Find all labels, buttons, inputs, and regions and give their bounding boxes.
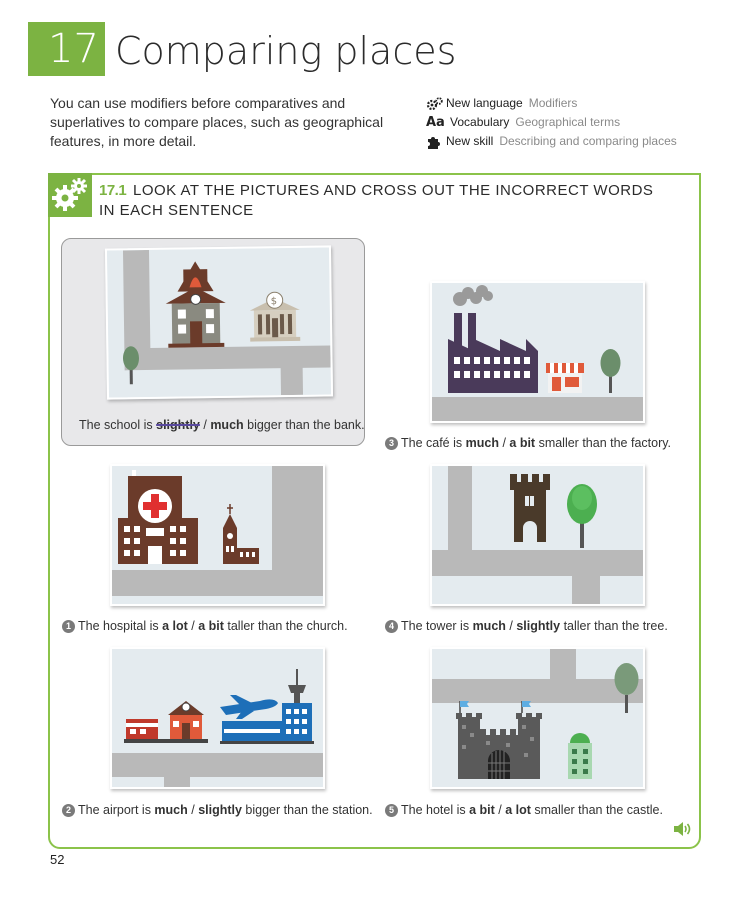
exercise-title: LOOK AT THE PICTURES AND CROSS OUT THE INCORRECT WORDS — [133, 182, 654, 199]
sentence-separator: / — [199, 418, 211, 432]
option-a[interactable]: much — [472, 619, 506, 633]
sentence-text: The café is — [401, 436, 466, 450]
answer-option: much — [210, 418, 244, 432]
sentence-separator: / — [494, 803, 506, 817]
page-number: 52 — [50, 852, 65, 867]
item-number-badge: 4 — [385, 620, 398, 633]
item-number-badge: 5 — [385, 804, 398, 817]
unit-number: 17 — [28, 22, 105, 76]
sentence-text: bigger than the station. — [241, 803, 373, 817]
page-title: Comparing places — [115, 29, 457, 73]
crossed-out-option: slightly — [156, 418, 200, 432]
option-b[interactable]: a lot — [505, 803, 531, 817]
option-b[interactable]: a bit — [198, 619, 224, 633]
sentence-text: The tower is — [401, 619, 473, 633]
meta-value: Modifiers — [528, 96, 578, 110]
sentence-5 — [385, 802, 663, 818]
sentence-text: taller than the tree. — [560, 619, 668, 633]
sentence-2 — [62, 802, 373, 818]
item-number-badge: 1 — [62, 620, 75, 633]
picture-factory-cafe — [430, 281, 645, 423]
sentence-separator: / — [187, 803, 199, 817]
meta-value: Geographical terms — [515, 115, 621, 129]
sentence-text: smaller than the factory. — [535, 436, 672, 450]
exercise-title-line2: IN EACH SENTENCE — [99, 202, 254, 219]
sentence-text: The hotel is — [401, 803, 470, 817]
sentence-text: The airport is — [78, 803, 155, 817]
meta-label: New language — [446, 96, 523, 110]
sentence-text: bigger than the bank. — [243, 418, 365, 432]
sentence-text: smaller than the castle. — [530, 803, 663, 817]
meta-label: Vocabulary — [450, 115, 510, 129]
puzzle-icon — [426, 134, 446, 149]
sentence-4 — [385, 618, 668, 634]
meta-vocabulary — [426, 113, 736, 132]
sentence-text: The hospital is — [78, 619, 163, 633]
picture-airport-station — [110, 647, 325, 789]
intro-text: You can use modifiers before comparatives and superlatives to compare places, such as geographical features, in more detail. — [50, 95, 384, 149]
option-a[interactable]: a bit — [469, 803, 495, 817]
meta-new-language — [426, 94, 736, 113]
option-b[interactable]: slightly — [198, 803, 242, 817]
option-b[interactable]: slightly — [516, 619, 561, 633]
sentence-separator: / — [187, 619, 199, 633]
sentence-text: taller than the church. — [223, 619, 348, 633]
sentence-text: The school is — [79, 418, 157, 432]
sentence-1 — [62, 618, 348, 634]
meta-label: New skill — [446, 134, 494, 148]
gears-icon — [426, 97, 446, 111]
sentence-separator: / — [498, 436, 510, 450]
unit-meta — [426, 94, 736, 151]
item-number-badge: 3 — [385, 437, 398, 450]
gears-icon — [48, 173, 92, 217]
exercise-number: 17.1 — [99, 182, 127, 199]
aa-icon: Aa — [426, 115, 445, 130]
picture-hotel-castle — [430, 647, 645, 789]
option-b[interactable]: a bit — [509, 436, 536, 450]
sentence-separator: / — [505, 619, 517, 633]
meta-value: Describing and comparing places — [499, 134, 677, 148]
picture-school-bank — [105, 245, 333, 399]
picture-hospital-church — [110, 464, 325, 606]
item-number-badge: 2 — [62, 804, 75, 817]
svg-text:$: $ — [270, 296, 278, 308]
sentence-3 — [385, 435, 671, 451]
option-a[interactable]: much — [465, 436, 499, 450]
option-a[interactable]: much — [154, 803, 188, 817]
meta-new-skill — [426, 132, 736, 151]
audio-speaker-icon[interactable] — [672, 821, 692, 842]
picture-tower-tree — [430, 464, 645, 606]
option-a[interactable]: a lot — [162, 619, 188, 633]
example-sentence — [79, 417, 365, 433]
